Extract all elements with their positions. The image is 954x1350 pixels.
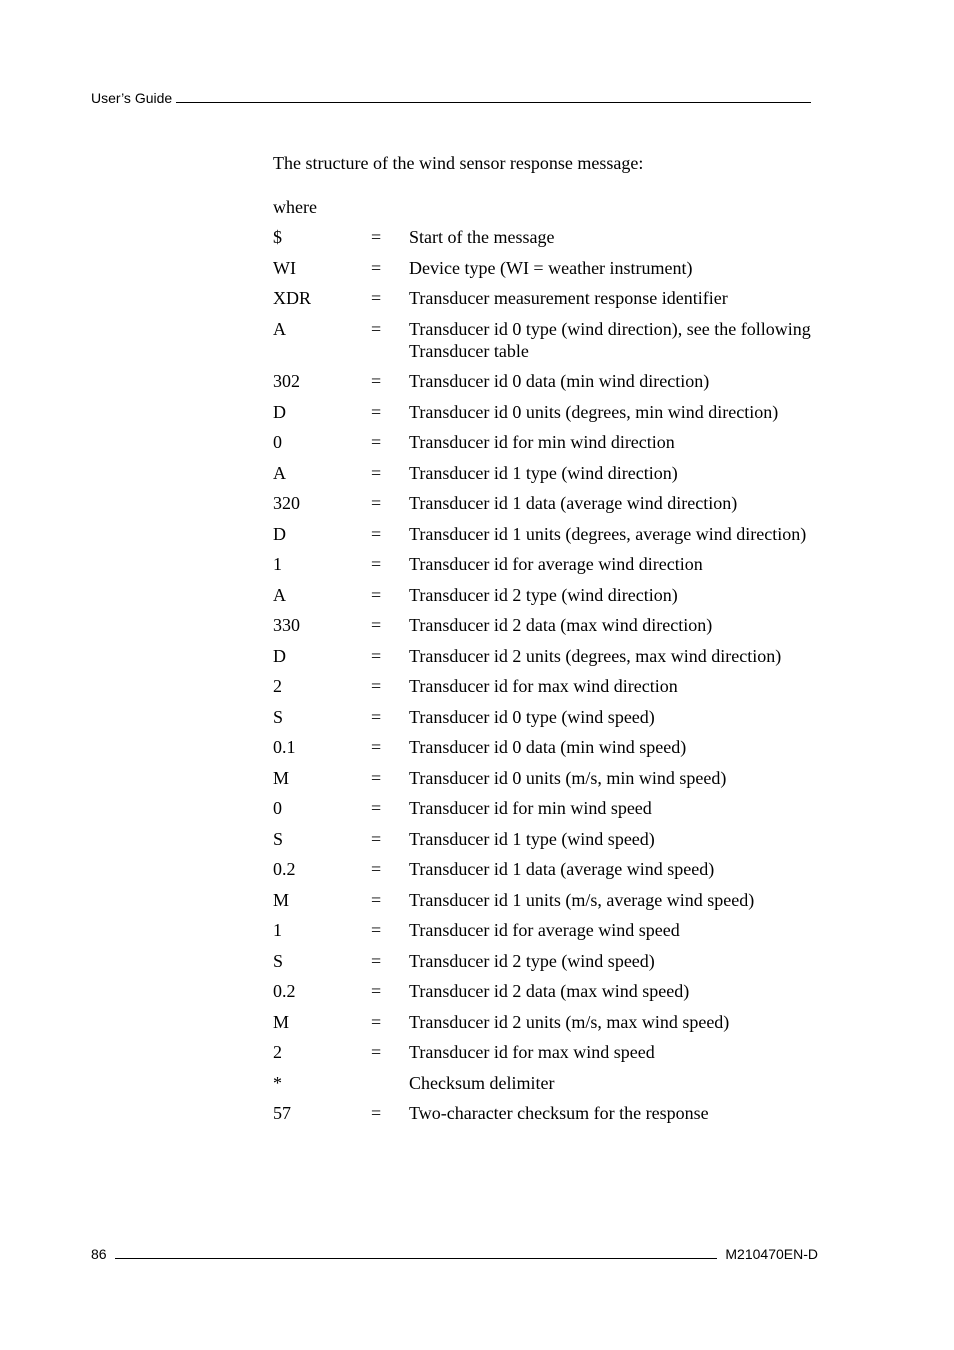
where-label: where [273,197,317,217]
row-symbol: D [273,401,286,422]
row-symbol: A [273,318,286,339]
row-symbol: 330 [273,615,300,635]
row-description: Transducer id 2 units (m/s, max wind speed) [409,1011,730,1032]
row-equals: = [371,288,382,308]
definition-row [273,226,833,248]
row-description: Transducer id for average wind speed [409,920,680,940]
row-symbol: S [273,828,284,849]
page-footer [91,1242,818,1262]
definition-row [273,492,833,514]
row-symbol: A [273,462,286,483]
row-equals: = [371,645,382,666]
definition-row [273,1041,833,1063]
row-symbol: 0 [273,798,282,818]
row-description: Checksum delimiter [409,1072,555,1093]
row-equals: = [371,798,382,818]
row-description: Transducer id 1 units (m/s, average wind speed) [409,889,755,910]
row-symbol: 0.1 [273,737,296,757]
definition-list [273,226,833,1124]
definition-row [273,980,833,1002]
definition-row [273,257,833,279]
row-equals: = [371,889,382,910]
row-equals: = [371,706,382,727]
row-description: Transducer id for max wind direction [409,676,678,696]
row-description: Transducer id 0 units (degrees, min wind direction) [409,401,779,422]
row-description: Transducer id for min wind direction [409,432,675,452]
row-description: Transducer id 1 type (wind speed) [409,828,655,849]
row-symbol: WI [273,257,296,278]
row-symbol: XDR [273,288,312,308]
row-symbol: 1 [273,920,282,940]
row-equals: = [371,615,382,635]
row-symbol: 2 [273,1042,282,1062]
document-code: M210470EN-D [725,1246,818,1262]
row-description: Start of the message [409,227,555,247]
definition-row [273,675,833,697]
row-equals: = [371,257,382,278]
row-description: Transducer id 2 type (wind speed) [409,950,655,971]
row-description: Two-character checksum for the response [409,1103,709,1123]
row-description: Transducer id 0 type (wind direction), see the following Transducer table [409,318,811,361]
page-number: 86 [91,1246,107,1262]
intro-paragraph: The structure of the wind sensor response message: [273,153,644,173]
row-equals: = [371,401,382,422]
row-equals: = [371,584,382,605]
row-equals: = [371,1042,382,1062]
definition-row [273,889,833,911]
row-description: Transducer id 2 units (degrees, max wind direction) [409,645,782,666]
definition-row [273,287,833,309]
definition-row [273,736,833,758]
row-equals: = [371,1103,382,1123]
row-description: Transducer id 1 data (average wind direction) [409,493,738,513]
definition-row [273,706,833,728]
row-equals: = [371,828,382,849]
row-description: Transducer id 2 data (max wind direction) [409,615,713,635]
row-symbol: 0.2 [273,981,296,1001]
row-equals: = [371,462,382,483]
row-symbol: 2 [273,676,282,696]
row-symbol: S [273,706,284,727]
row-symbol: $ [273,227,282,247]
row-description: Transducer id for min wind speed [409,798,652,818]
row-equals: = [371,676,382,696]
definition-row [273,1102,833,1124]
row-equals [371,1072,409,1094]
row-symbol: * [273,1072,282,1093]
definition-row [273,614,833,636]
row-description: Transducer id 1 data (average wind speed) [409,859,715,879]
row-equals: = [371,493,382,513]
definition-row [273,950,833,972]
row-equals: = [371,371,382,391]
definition-row [273,767,833,789]
definition-row [273,370,833,392]
row-symbol: M [273,767,290,788]
row-symbol: 57 [273,1103,291,1123]
row-symbol: 0 [273,432,282,452]
page-header [91,86,811,106]
row-symbol: 1 [273,554,282,574]
definition-row [273,858,833,880]
row-equals: = [371,432,382,452]
definition-row [273,919,833,941]
row-description: Transducer id 2 type (wind direction) [409,584,678,605]
row-description: Transducer id 0 data (min wind direction) [409,371,710,391]
definition-row [273,1072,833,1094]
row-symbol: D [273,645,286,666]
definition-row [273,797,833,819]
definition-row [273,401,833,423]
header-title: User’s Guide [91,90,173,106]
row-description: Transducer id for max wind speed [409,1042,655,1062]
row-symbol: M [273,889,290,910]
row-symbol: A [273,584,286,605]
row-equals: = [371,554,382,574]
definition-row [273,1011,833,1033]
row-description: Device type (WI = weather instrument) [409,257,693,278]
row-symbol: M [273,1011,290,1032]
row-equals: = [371,920,382,940]
row-equals: = [371,981,382,1001]
row-equals: = [371,523,382,544]
row-symbol: S [273,950,284,971]
definition-row [273,462,833,484]
definition-row [273,645,833,667]
row-symbol: 0.2 [273,859,296,879]
row-symbol: 302 [273,371,300,391]
row-description: Transducer id 1 units (degrees, average wind direction) [409,523,807,544]
row-equals: = [371,1011,382,1032]
definition-row [273,431,833,453]
row-equals: = [371,318,382,339]
row-description: Transducer id 0 data (min wind speed) [409,737,687,757]
row-equals: = [371,859,382,879]
row-symbol: 320 [273,493,300,513]
row-equals: = [371,737,382,757]
row-description: Transducer id 2 data (max wind speed) [409,981,690,1001]
definition-row [273,828,833,850]
definition-row [273,584,833,606]
row-equals: = [371,767,382,788]
row-description: Transducer measurement response identifier [409,288,728,308]
row-equals: = [371,227,382,247]
footer-rule [115,1258,718,1259]
row-description: Transducer id 0 type (wind speed) [409,706,655,727]
definition-row [273,553,833,575]
definition-row [273,318,833,362]
row-equals: = [371,950,382,971]
main-content [273,152,833,1133]
row-description: Transducer id for average wind direction [409,554,703,574]
definition-row [273,523,833,545]
row-description: Transducer id 0 units (m/s, min wind speed) [409,767,727,788]
row-symbol: D [273,523,286,544]
row-description: Transducer id 1 type (wind direction) [409,462,678,483]
header-rule [176,102,811,103]
